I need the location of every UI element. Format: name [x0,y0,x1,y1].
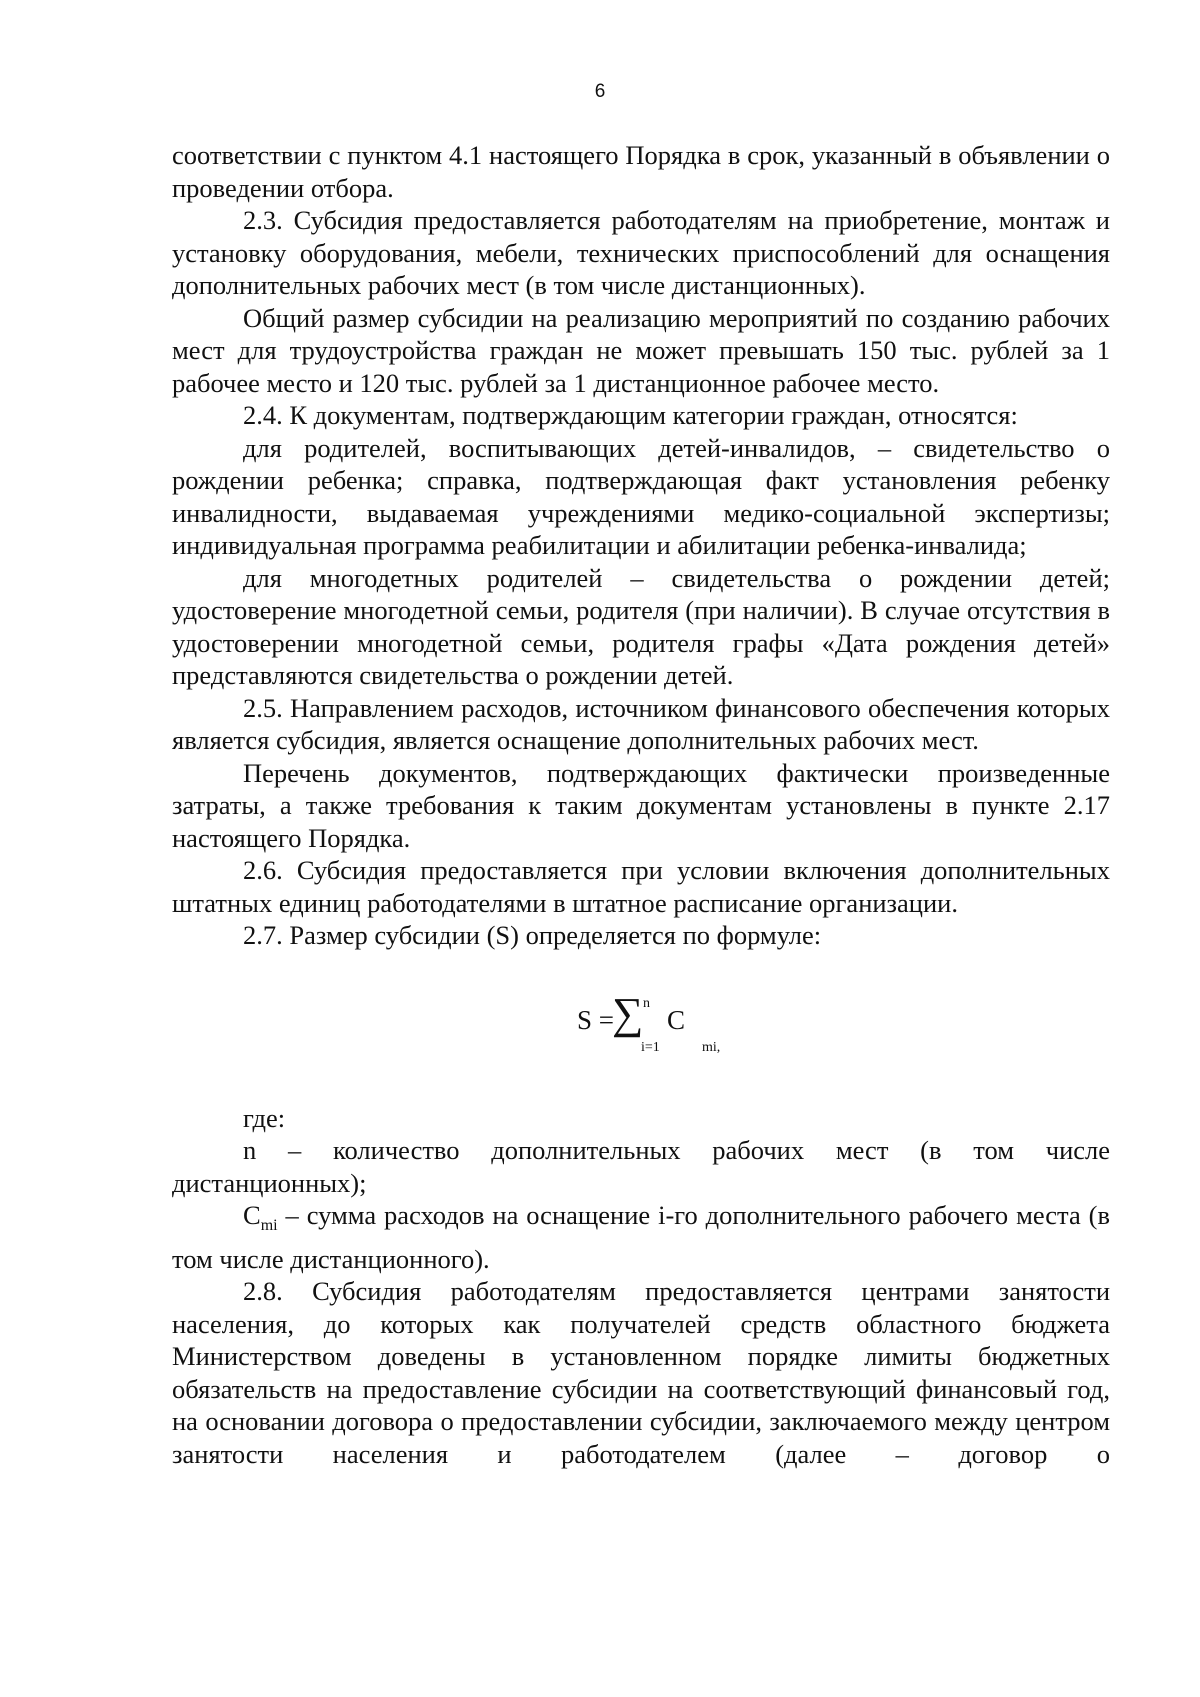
paragraph-where: где: [243,1102,286,1133]
paragraph-2-4: 2.4. К документам, подтверждающим категории граждан, относятся: [243,400,1018,430]
paragraph-large-families: для многодетных родителей – свидетельства о рождении детей; удостоверение многодетной семьи, родителя (при наличии). В случае отсутствия в удостоверении многодетной семьи, родителя графы «Дата рождения детей» представляются свидетельства о рождении детей. [172,562,1110,690]
formula-term-subscript: mi, [702,1039,721,1055]
paragraph-2-5: 2.5. Направлением расходов, источником финансового обеспечения которых является субсидия, является оснащение дополнительных рабочих мест. [172,692,1110,755]
sum-symbol: ∑ [612,988,644,1038]
sum-upper-limit: n [643,995,650,1011]
subsidy-formula [172,952,1110,1102]
paragraph-2-7: 2.7. Размер субсидии (S) определяется по формуле: [243,920,822,950]
paragraph-documents-list: Перечень документов, подтверждающих фактически произведенные затраты, а также требования к таким документам установлены в пункте 2.17 настоящего Порядка. [172,757,1110,853]
paragraph-continuation: соответствии с пунктом 4.1 настоящего Порядка в срок, указанный в объявлении о проведении отбора. [172,140,1110,203]
document-body [172,139,1110,1470]
formula-lhs: S = [577,1004,614,1035]
sum-lower-limit: i=1 [641,1039,660,1055]
cmi-symbol: C [243,1200,261,1230]
paragraph-2-8: 2.8. Субсидия работодателям предоставляется центрами занятости населения, до которых как получателей средств областного бюджета Министерством доведены в установленном порядке лимиты бюджетных обязательств на предоставление субсидии на соответствующий финансовый год, на основании договора о предоставлении субсидии, заключаемого между центром занятости населения и работодателем (далее – договор о [172,1276,1110,1469]
paragraph-disabled-children: для родителей, воспитывающих детей-инвалидов, – свидетельство о рождении ребенка; справка, подтверждающая факт установления ребенку инвалидности, выдаваемая учреждениями медико-социальной экспертизы; индивидуальная программа реабилитации и абилитации ребенка-инвалида; [172,432,1110,560]
paragraph-2-6: 2.6. Субсидия предоставляется при условии включения дополнительных штатных единиц работодателями в штатное расписание организации. [172,855,1110,918]
cmi-subscript: mi [260,1217,278,1234]
definition-cmi [172,1199,1110,1275]
paragraph-2-3: 2.3. Субсидия предоставляется работодателям на приобретение, монтаж и установку оборудования, мебели, технических приспособлений для оснащения дополнительных рабочих мест (в том числе дистанционных). [172,205,1110,300]
definition-n: n – количество дополнительных рабочих мест (в том числе дистанционных); [172,1135,1110,1198]
cmi-definition-text: – сумма расходов на оснащение i-го дополнительного рабочего места (в том числе дистанционного). [172,1200,1110,1274]
paragraph-subsidy-size: Общий размер субсидии на реализацию мероприятий по созданию рабочих мест для трудоустройства граждан не может превышать 150 тыс. рублей за 1 рабочее место и 120 тыс. рублей за 1 дистанционное рабочее место. [172,302,1110,398]
page-number: 6 [594,81,606,102]
formula-term: C [667,1004,686,1035]
